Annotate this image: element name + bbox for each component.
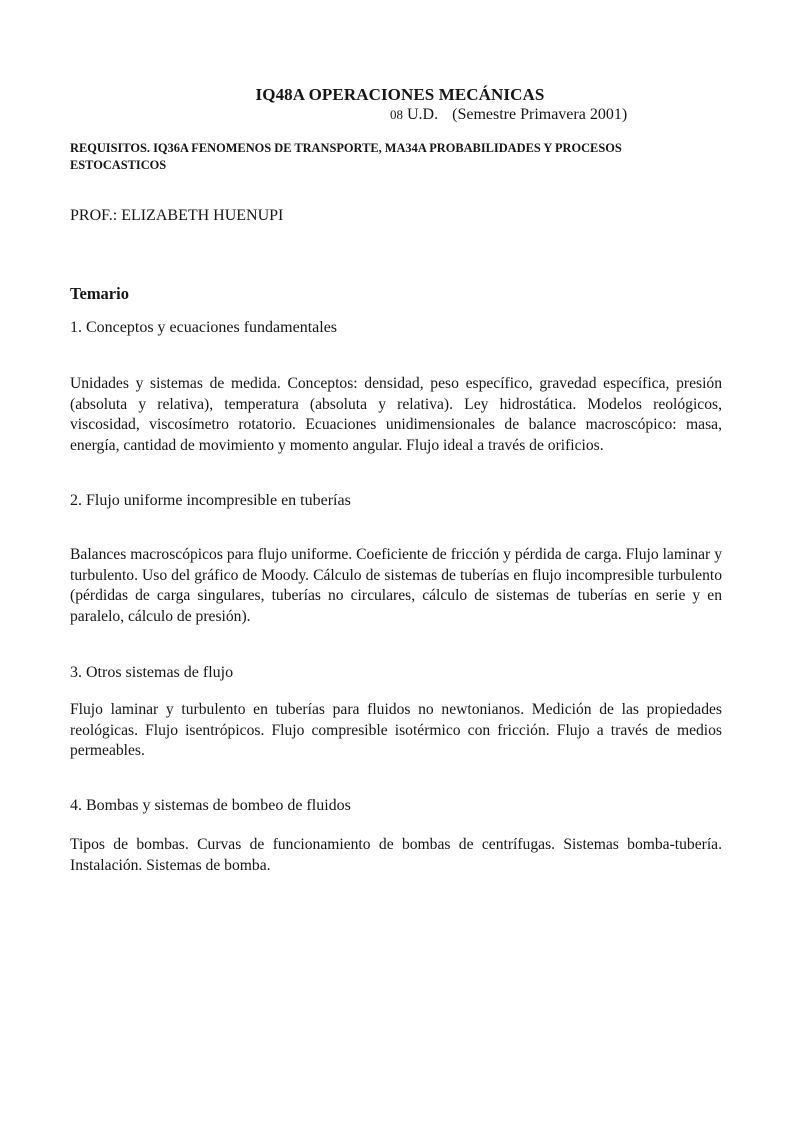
section-4-body: Tipos de bombas. Curvas de funcionamiento de bombas de centrífugas. Sistemas bomba-tubería. Instalación. Sistemas de bomba. xyxy=(70,836,722,874)
ud-label: U.D. xyxy=(407,106,439,123)
semester-label: (Semestre Primavera 2001) xyxy=(452,106,628,123)
section-3-heading: 3. Otros sistemas de flujo xyxy=(70,664,234,681)
section-4-heading: 4. Bombas y sistemas de bombeo de fluidos xyxy=(70,797,351,814)
ud-number: 08 xyxy=(390,107,403,122)
section-1-heading: 1. Conceptos y ecuaciones fundamentales xyxy=(70,319,338,336)
course-subtitle xyxy=(390,106,627,124)
course-title: IQ48A OPERACIONES MECÁNICAS xyxy=(255,85,545,104)
professor-line: PROF.: ELIZABETH HUENUPI xyxy=(70,207,284,224)
requisites: REQUISITOS. IQ36A FENOMENOS DE TRANSPORTE, MA34A PROBABILIDADES Y PROCESOS ESTOCASTICOS xyxy=(70,141,622,172)
temario-heading: Temario xyxy=(70,284,129,303)
section-3-body: Flujo laminar y turbulento en tuberías para fluidos no newtonianos. Medición de las propiedades reológicas. Flujo isentrópicos. Flujo compresible isotérmico con fricción. Flujo a través de medios permeables. xyxy=(70,701,722,759)
section-2-heading: 2. Flujo uniforme incompresible en tuberías xyxy=(70,492,351,509)
section-1-body: Unidades y sistemas de medida. Conceptos: densidad, peso específico, gravedad específica, presión (absoluta y relativa), temperatura (absoluta y relativa). Ley hidrostática. Modelos reológicos, viscosidad, viscosímetro rotatorio. Ecuaciones unidimensionales de balance macroscópico: masa, energía, cantidad de movimiento y momento angular. Flujo ideal a través de orificios. xyxy=(70,375,722,454)
section-2-body: Balances macroscópicos para flujo uniforme. Coeficiente de fricción y pérdida de carga. Flujo laminar y turbulento. Uso del gráfico de Moody. Cálculo de sistemas de tuberías en flujo incompresible turbulento (pérdidas de carga singulares, tuberías no circulares, cálculo de sistemas de tuberías en serie y en paralelo, cálculo de presión). xyxy=(70,546,722,625)
